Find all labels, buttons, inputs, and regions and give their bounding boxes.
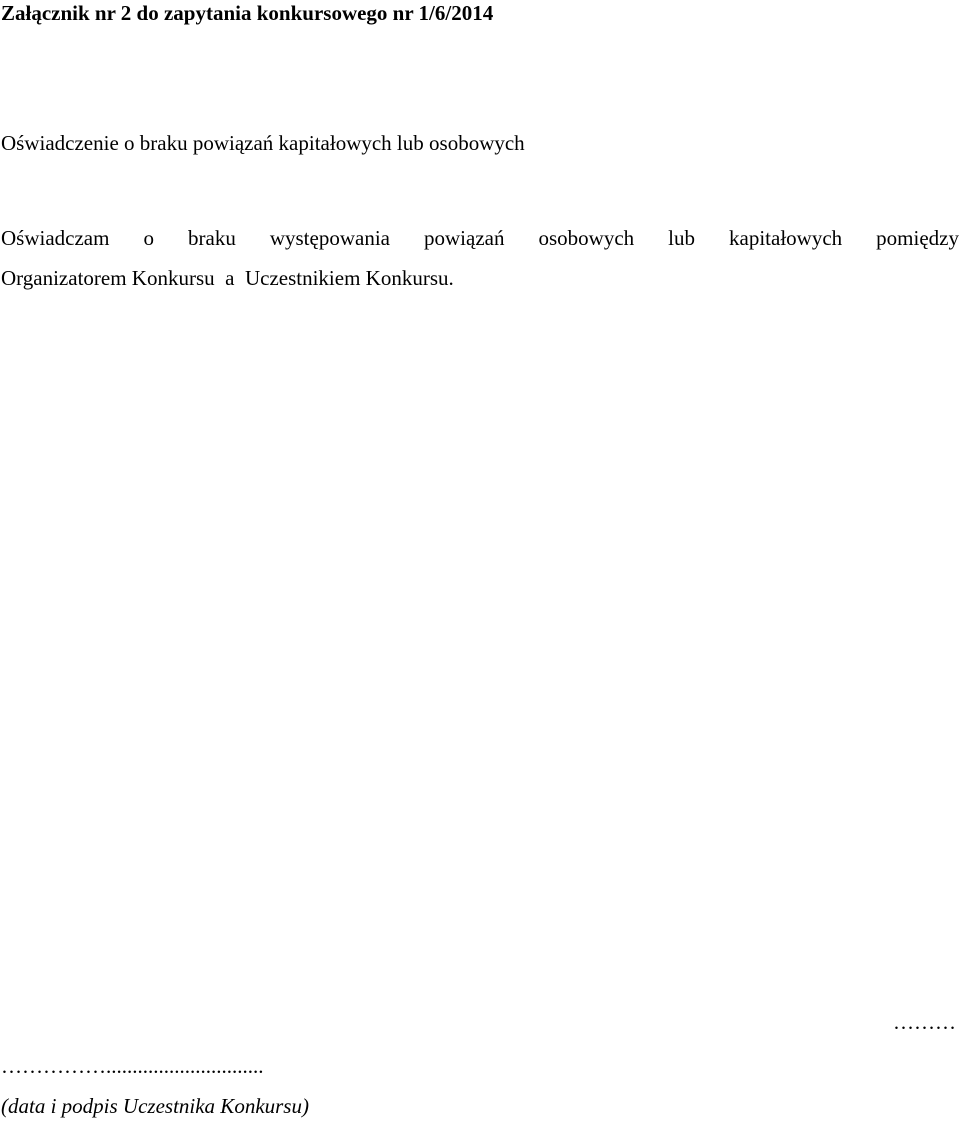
date-placeholder-dots: ……… (893, 1010, 956, 1034)
statement-line-2: Organizatorem Konkursu a Uczestnikiem Konkursu. (1, 266, 454, 290)
declaration-statement (1, 218, 959, 298)
attachment-heading: Załącznik nr 2 do zapytania konkursowego nr 1/6/2014 (1, 1, 494, 25)
declaration-title: Oświadczenie o braku powiązań kapitałowych lub osobowych (1, 131, 525, 155)
signature-caption: (data i podpis Uczestnika Konkursu) (1, 1094, 309, 1118)
signature-placeholder-dots: …………….............................. (1, 1054, 264, 1078)
statement-line-1: Oświadczam o braku występowania powiązań osobowych lub kapitałowych pomiędzy (1, 226, 959, 250)
